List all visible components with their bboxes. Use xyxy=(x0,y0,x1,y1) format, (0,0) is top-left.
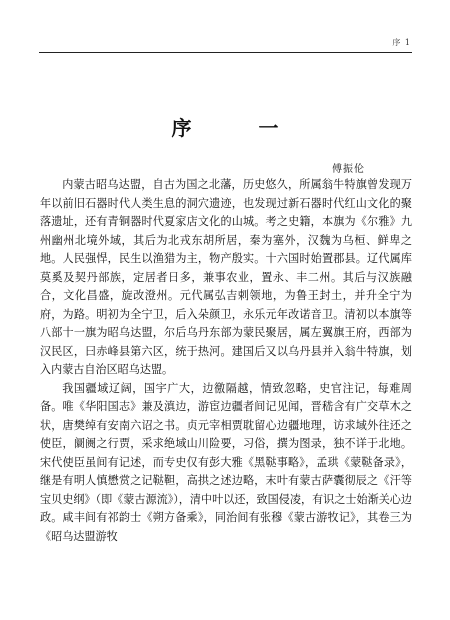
author-name: 傅振伦 xyxy=(332,164,365,175)
running-head: 序 1 xyxy=(392,38,411,47)
preface-title: 序 一 xyxy=(171,116,309,140)
preface-body xyxy=(40,176,412,546)
paragraph: 内蒙古昭乌达盟，自古为国之北藩，历史悠久，所属翁牛特旗曾发现万年以前旧石器时代人类生息的洞穴遗迹，也发现过新石器时代红山文化的聚落遗址，还有青铜器时代夏家店文化的山城。考之史籍，本旗为《尔雅》九州幽州北境外域，其后为北戎东胡所居，秦为塞外，汉魏为乌桓、鲜卑之地。人民强悍，民生以渔猎为主，物产殷实。十六国时始置郡县。辽代属库莫奚及契丹部族，定居者日多，兼事农业，置永、丰二州。其后与汉族融合，文化昌盛，旋改澄州。元代属弘吉剌领地，为鲁王封土，并升全宁为府，为路。明初为全宁卫，后入朵颜卫，永乐元年改诺音卫。清初以本旗等八部十一旗为昭乌达盟，尔后乌丹东部为蒙民聚居，属左翼旗王府，西部为汉民区，曰赤峰县第六区，统于热河。建国后又以乌丹县并入翁牛特旗，划入内蒙古自治区昭乌达盟。 xyxy=(40,178,412,376)
header-rule xyxy=(39,52,412,53)
paragraph: 我国疆域辽阔，国宇广大，边徼隔越，情致忽略，史官注记，每难周备。唯《华阳国志》兼及滇边，游宦边疆者间记见闻，晋嵇含有广交草木之状，唐樊绰有安南六诏之书。贞元宰相贾耽留心边疆地理，访求域外往还之使臣，阛阓之行贾，采求绝域山川险要，习俗，撰为图录，独不详于北地。宋代使臣虽间有记述，而专史仅有彭大雅《黑鞑事略》，孟珙《蒙鞑备录》，继是有明人慎懋赏之记鞑靼，高拱之述边略，末叶有蒙古萨囊彻辰之《汗等宝贝史纲》（即《蒙古源流》），清中叶以还，致国侵凌，有识之士始渐关心边政。咸丰间有祁韵士《朔方备乘》，同治间有张穆《蒙古游牧记》，其卷三为《昭乌达盟游牧 xyxy=(40,381,412,543)
